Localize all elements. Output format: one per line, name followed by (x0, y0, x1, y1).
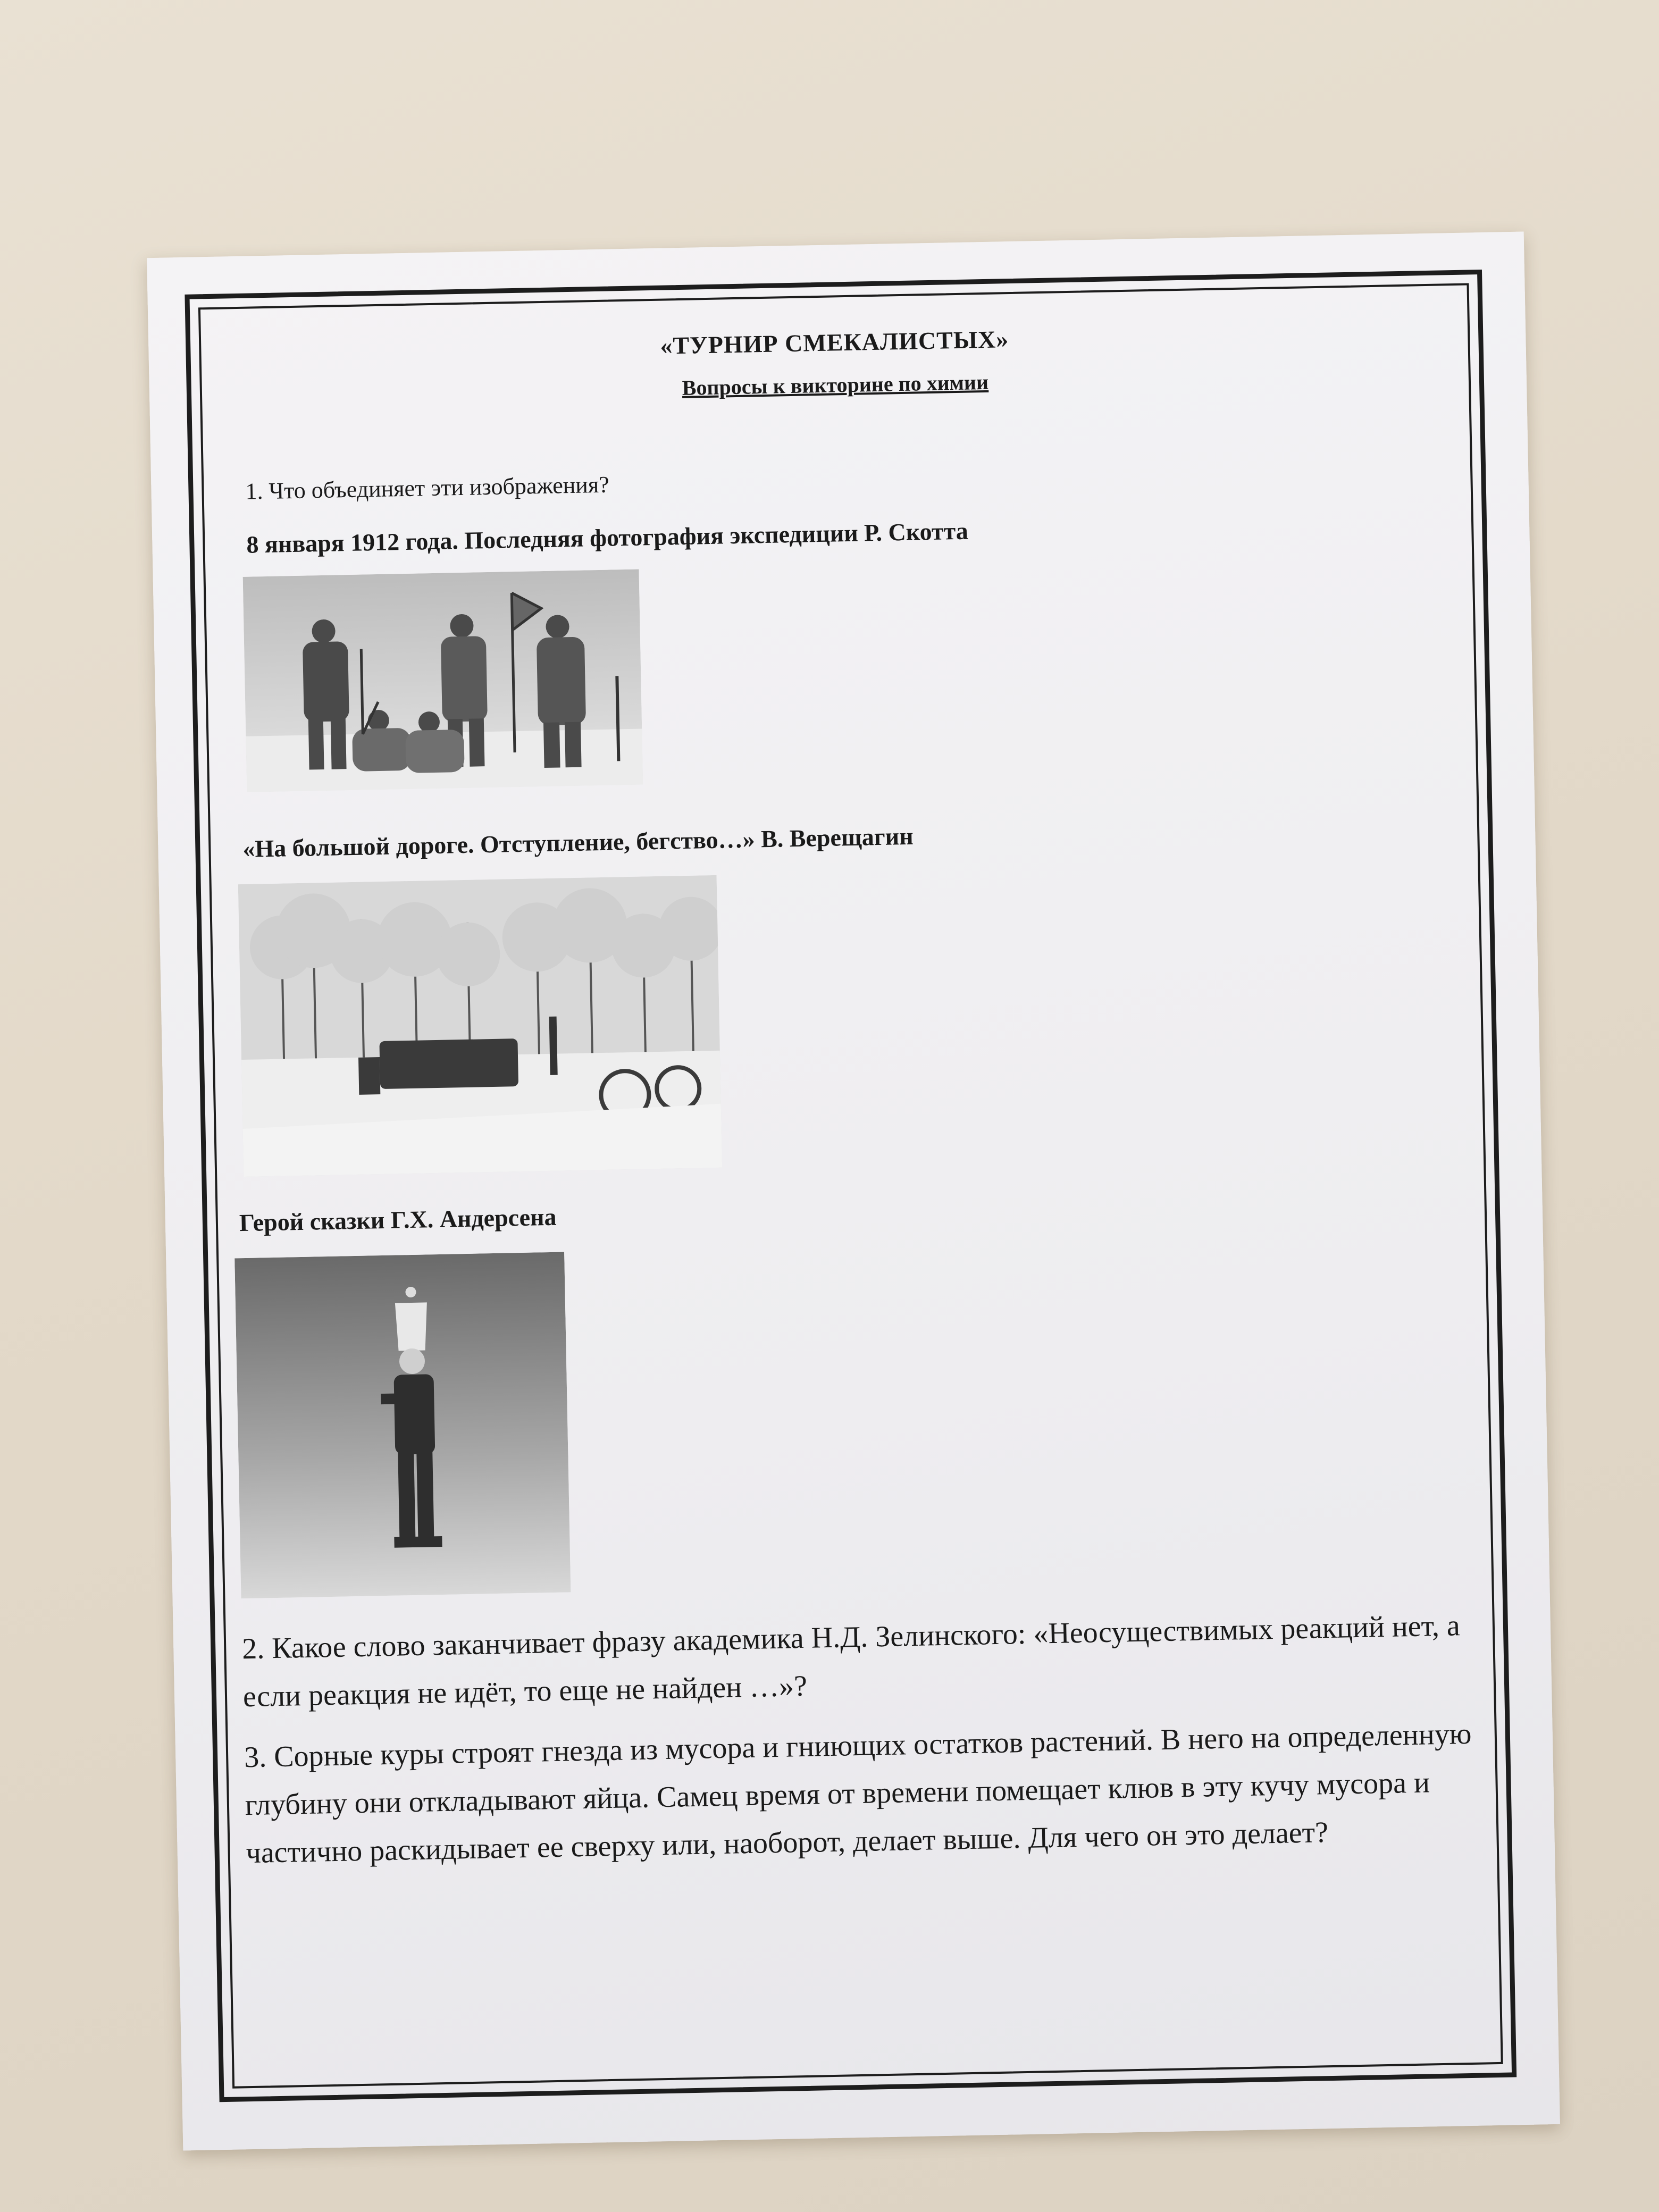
page-border (185, 270, 1516, 2102)
vereshchagin-painting (238, 875, 722, 1177)
question-2: 2. Какое слово заканчивает фразу академика Н.Д. Зелинского: «Неосуществимых реакций нет, а если реакция не идёт, то еще не найден …»? (241, 1609, 1461, 1714)
caption-vereshchagin-painting: «На большой дороге. Отступление, бегство…» В. Верещагин (242, 822, 914, 862)
caption-andersen-hero: Герой сказки Г.Х. Андерсена (239, 1203, 557, 1237)
quiz-sheet (147, 231, 1560, 2150)
page-content (233, 307, 1472, 2065)
question-3: 3. Сорные куры строят гнезда из мусора и гниющих остатков растений. В него на определенную глубину они откладывают яйца. Самец время от времени помещает клюв в эту кучу мусора и частично раскидывает ее сверху или, наоборот, делает выше. Для чего он это делает? (244, 1717, 1472, 1870)
page-subtitle: Вопросы к викторине по химии (682, 370, 989, 400)
caption-scott-photo: 8 января 1912 года. Последняя фотография экспедиции Р. Скотта (246, 517, 969, 558)
question-1: 1. Что объединяет эти изображения? (245, 471, 610, 505)
page-title: «ТУРНИР СМЕКАЛИСТЫХ» (659, 325, 1009, 359)
tin-soldier-figure (234, 1252, 571, 1598)
scott-expedition-photo (243, 569, 643, 792)
page-border-inner (198, 283, 1503, 2088)
